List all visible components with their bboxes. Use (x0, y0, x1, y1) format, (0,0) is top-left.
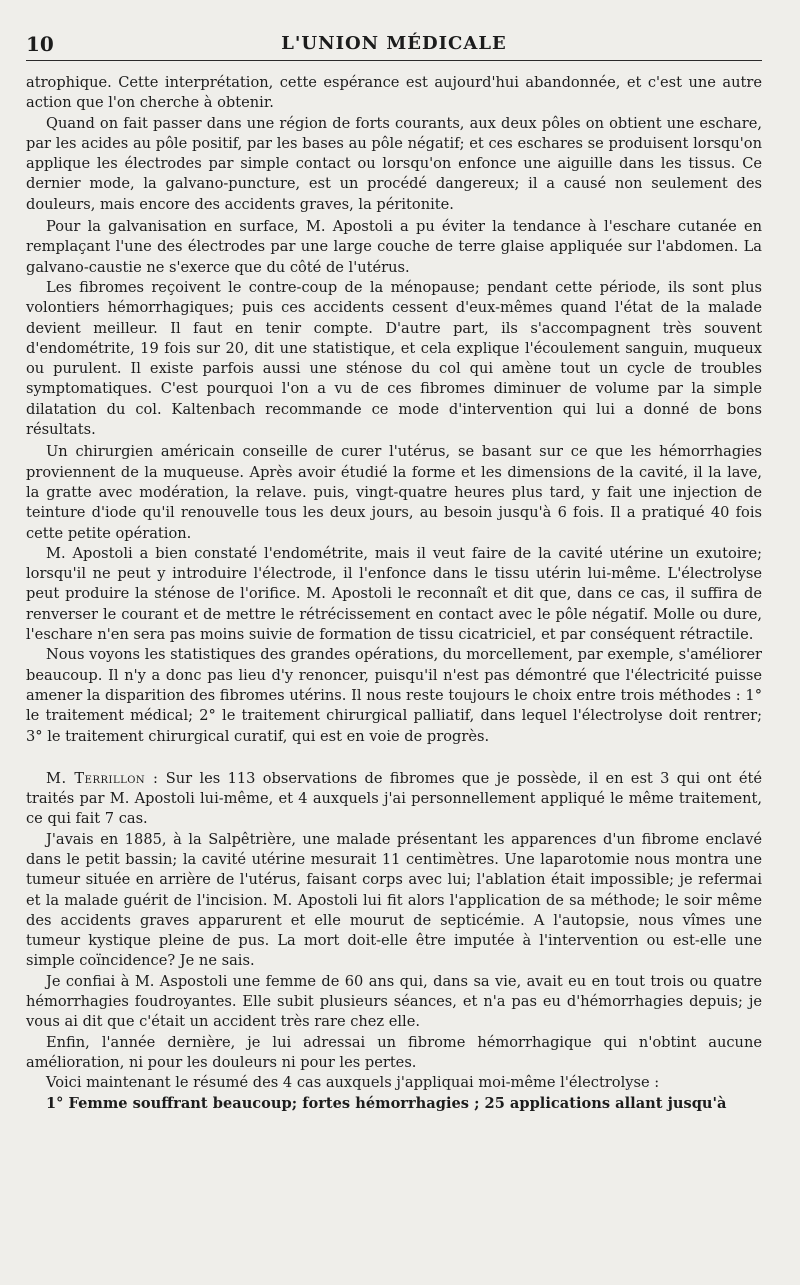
paragraph: M. Apostoli a bien constaté l'endométrite, mais il veut faire de la cavité utérine un exutoire; lorsqu'il ne peut y introduire l'électrode, il l'enfonce dans le tissu utérin lui-même. L'électrolyse peut produire la sténose de l'orifice. M. Apostoli le reconnaît et dit que, dans ce cas, il suffira de renverser le courant et de mettre le rétrécissement en contact avec le pôle négatif. Molle ou dure, l'eschare n'en sera pas moins suivie de formation de tissu cicatriciel, et par conséquent rétractile. (26, 544, 762, 644)
paragraph: atrophique. Cette interprétation, cette espérance est aujourd'hui abandonnée, et c'est une autre action que l'on cherche à obtenir. (26, 74, 762, 112)
paragraph: Quand on fait passer dans une région de forts courants, aux deux pôles on obtient une eschare, par les acides au pôle positif, par les bases au pôle négatif; et ces eschares se produisent lorsqu'on applique les électrodes par simple contact ou lorsqu'on enfonce une aiguille dans les tissus. Ce dernier mode, la galvano-puncture, est un procédé dangereux; il a causé non seulement des douleurs, mais encore des accidents graves, la péritonite. (26, 114, 762, 213)
paragraph: Je confiai à M. Aspostoli une femme de 60 ans qui, dans sa vie, avait eu en tout trois ou quatre hémorrhagies foudroyantes. Elle subit plusieurs séances, et n'a pas eu d'hémorrhagies depuis; je vous ai dit que c'était un accident très rare chez elle. (26, 972, 762, 1031)
paragraph: Les fibromes reçoivent le contre-coup de la ménopause; pendant cette période, ils sont plus volontiers hémorrhagiques; puis ces accidents cessent d'eux-mêmes quand l'état de la malade devient meilleur. Il faut en tenir compte. D'autre part, ils s'accompagnent très souvent d'endométrite, 19 fois sur 20, dit une statistique, et cela explique l'écoulement sanguin, muqueux ou purulent. Il existe parfois aussi une sténose du col qui amène tout un cycle de troubles symptomatiques. C'est pourquoi l'on a vu de ces fibromes diminuer de volume par la simple dilatation du col. Kaltenbach recommande ce mode d'intervention qui lui a donné de bons résultats. (26, 278, 762, 439)
paragraph: Un chirurgien américain conseille de curer l'utérus, se basant sur ce que les hémorrhagies proviennent de la muqueuse. Après avoir étudié la forme et les dimensions de la cavité, il la lave, la gratte avec modération, la relave. puis, vingt-quatre heures plus tard, y fait une injection de teinture d'iode qu'il renouvelle tous les deux jours, au besoin jusqu'à 6 fois. Il a pratiqué 40 fois cette petite opération. (26, 443, 762, 542)
speaker-text: Sur les 113 observations de fibromes que je possède, il en est 3 qui ont été traités par M. Apostoli lui-même, et 4 auxquels j'ai personnellement appliqué le même traitement, ce qui fait 7 cas. (26, 769, 762, 828)
paragraph: Enfin, l'année dernière, je lui adressai un fibrome hémorrhagique qui n'obtint aucune amélioration, ni pour les douleurs ni pour les pertes. (26, 1033, 762, 1071)
paragraph: Pour la galvanisation en surface, M. Apostoli a pu éviter la tendance à l'eschare cutanée en remplaçant l'une des électrodes par une large couche de terre glaise appliquée sur l'abdomen. La galvano-caustie ne s'exerce que du côté de l'utérus. (26, 218, 762, 276)
article-body (26, 73, 762, 1114)
running-title: L'UNION MÉDICALE (281, 33, 507, 54)
page-number: 10 (26, 32, 54, 56)
paragraph: Nous voyons les statistiques des grandes opérations, du morcellement, par exemple, s'améliorer beaucoup. Il n'y a donc pas lieu d'y renoncer, puisqu'il n'est pas démontré que l'électricité puisse amener la disparition des fibromes utérins. Il nous reste toujours le choix entre trois méthodes : 1° le traitement médical; 2° le traitement chirurgical palliatif, dans lequel l'électrolyse doit rentrer; 3° le traitement chirurgical curatif, qui est en voie de progrès. (26, 646, 762, 745)
paragraph: Voici maintenant le résumé des 4 cas auxquels j'appliquai moi-même l'électrolyse : (46, 1074, 660, 1092)
paragraph: J'avais en 1885, à la Salpêtrière, une malade présentant les apparences d'un fibrome enclavé dans le petit bassin; la cavité utérine mesurait 11 centimètres. Une laparotomie nous montra une tumeur située en arrière de l'utérus, faisant corps avec lui; l'ablation était impossible; je refermai et la malade guérit de l'incision. M. Apostoli lui fit alors l'application de sa méthode; le soir même des accidents graves apparurent et elle mourut de septicémie. A l'autopsie, nous vîmes une tumeur kystique pleine de pus. La mort doit-elle être imputée à l'intervention ou est-elle une simple coïncidence? Je ne sais. (26, 830, 762, 970)
page-header (26, 30, 762, 61)
speaker-name: M. Terrillon : (46, 769, 159, 787)
speaker-paragraph (26, 769, 762, 830)
paragraph: 1° Femme souffrant beaucoup; fortes hémorrhagies ; 25 applications allant jusqu'à (46, 1094, 727, 1112)
